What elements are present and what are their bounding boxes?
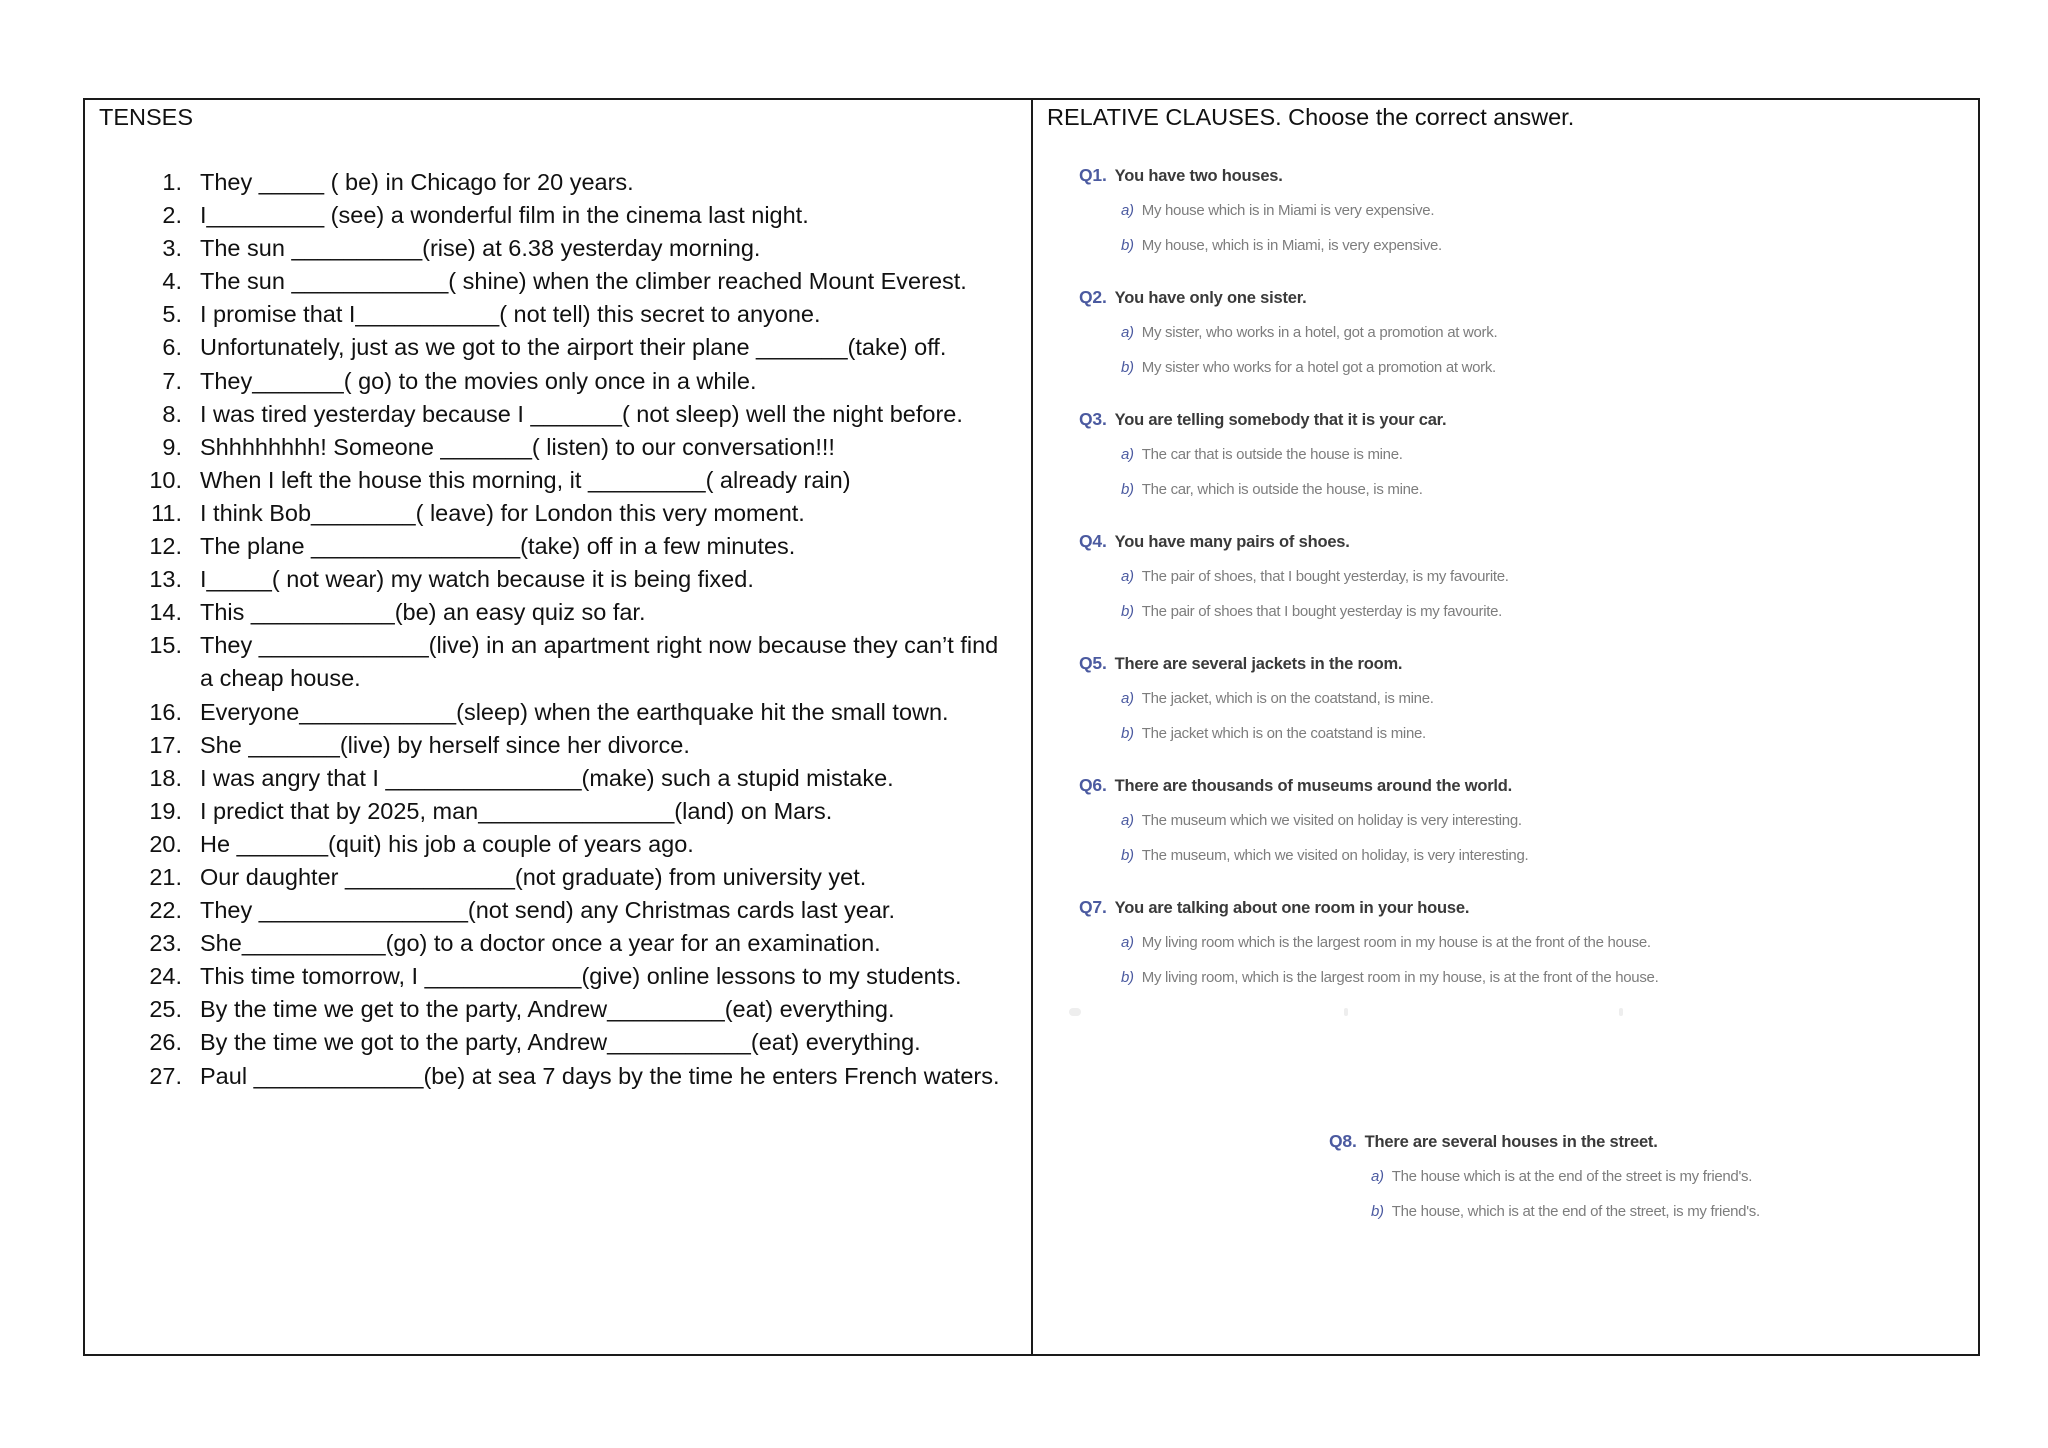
option-text: My house which is in Miami is very expensive. [1141,202,1435,219]
tense-item-text: When I left the house this morning, it _________( already rain) [200,466,851,493]
tense-item [140,729,1010,762]
tense-item [140,993,1010,1026]
tense-item-text: He _______(quit) his job a couple of years ago. [200,830,694,857]
option-text: The car that is outside the house is mine. [1141,446,1403,463]
tense-item-number: 24. [149,963,182,990]
tense-item-number: 22. [149,897,182,924]
tenses-heading: TENSES [99,104,194,130]
question-label: Q5. [1079,653,1107,673]
tense-item-number: 19. [149,797,182,824]
tense-item [140,696,1010,729]
option-letter: b) [1371,1203,1384,1220]
answer-option-a[interactable] [1079,566,1939,588]
option-letter: a) [1121,812,1134,829]
option-letter: b) [1121,603,1134,620]
answer-option-b[interactable] [1079,601,1939,623]
tense-item [140,960,1010,993]
tense-item [140,464,1010,497]
answer-option-a[interactable] [1079,810,1939,832]
answer-option-a[interactable] [1079,200,1939,222]
tense-item [140,331,1010,364]
question-text: You have only one sister. [1114,289,1307,307]
option-text: The house which is at the end of the street is my friend's. [1391,1168,1753,1185]
tense-item [140,563,1010,596]
tense-item-number: 27. [149,1062,182,1089]
tense-item-text: I predict that by 2025, man_______________(land) on Mars. [200,797,833,824]
tense-item [140,265,1010,298]
relative-question [1079,530,1939,623]
tense-item-text: Our daughter _____________(not graduate) from university yet. [200,863,867,890]
option-letter: a) [1121,934,1134,951]
question-label: Q2. [1079,287,1107,307]
tense-item [140,1060,1010,1093]
tense-item-number: 6. [162,334,182,361]
tense-item [140,828,1010,861]
tense-item-text: She _______(live) by herself since her divorce. [200,731,690,758]
tense-item-text: Unfortunately, just as we got to the airport their plane _______(take) off. [200,334,947,361]
tense-item [140,629,1010,695]
tense-item-text: They_______( go) to the movies only once in a while. [200,367,757,394]
question-title [1079,896,1939,919]
tense-item [140,1026,1010,1059]
tense-item-number: 4. [162,268,182,295]
tense-item-text: I think Bob________( leave) for London this very moment. [200,499,805,526]
answer-option-b[interactable] [1079,479,1939,501]
tense-item [140,530,1010,563]
question-label: Q4. [1079,531,1107,551]
tense-item-text: I was tired yesterday because I _______( not sleep) well the night before. [200,400,963,427]
option-text: My sister, who works in a hotel, got a promotion at work. [1141,324,1498,341]
option-letter: a) [1371,1168,1384,1185]
tense-item-number: 23. [149,930,182,957]
question-label: Q1. [1079,165,1107,185]
tense-item [140,398,1010,431]
tense-item [140,497,1010,530]
question-text: There are several houses in the street. [1364,1133,1658,1151]
tense-item [140,894,1010,927]
option-letter: a) [1121,446,1134,463]
answer-option-b[interactable] [1329,1201,2048,1223]
tense-item-text: This ___________(be) an easy quiz so far. [200,599,646,626]
tense-item-text: She___________(go) to a doctor once a year for an examination. [200,930,881,957]
option-text: My living room, which is the largest room in my house, is at the front of the house. [1141,969,1659,986]
relative-question [1079,896,1939,989]
tense-item-number: 8. [162,400,182,427]
tense-item-number: 20. [149,830,182,857]
option-text: The pair of shoes, that I bought yesterday, is my favourite. [1141,568,1509,585]
tense-item-number: 11. [151,499,182,526]
option-letter: b) [1121,847,1134,864]
tense-item [140,199,1010,232]
tense-item-number: 26. [149,1029,182,1056]
scan-artifact [1069,1008,1081,1016]
tenses-column [85,100,1033,1354]
answer-option-a[interactable] [1079,688,1939,710]
question-text: You have two houses. [1114,167,1283,185]
tense-item [140,431,1010,464]
answer-option-b[interactable] [1079,235,1939,257]
tense-item [140,365,1010,398]
option-text: My house, which is in Miami, is very expensive. [1141,237,1442,254]
tense-item-text: I was angry that I _______________(make) such a stupid mistake. [200,764,894,791]
tense-item-text: The sun __________(rise) at 6.38 yesterday morning. [200,235,761,262]
question-label: Q8. [1329,1131,1357,1151]
tense-item [140,927,1010,960]
tense-item-number: 3. [162,235,182,262]
answer-option-b[interactable] [1079,845,1939,867]
relative-question [1079,286,1939,379]
question-title [1329,1130,2048,1153]
option-text: My sister who works for a hotel got a promotion at work. [1141,359,1496,376]
tense-item-number: 7. [162,367,182,394]
option-text: The jacket, which is on the coatstand, is mine. [1141,690,1434,707]
tense-item-number: 17. [149,731,182,758]
question-label: Q3. [1079,409,1107,429]
tense-item-text: Everyone____________(sleep) when the earthquake hit the small town. [200,698,949,725]
option-text: The museum which we visited on holiday is very interesting. [1141,812,1522,829]
scan-artifact [1344,1008,1348,1016]
tense-item-text: They _____________(live) in an apartment right now because they can’t find a cheap house. [200,632,999,692]
relative-question [1329,1130,2048,1223]
tense-item [140,861,1010,894]
tense-item-number: 16. [149,698,182,725]
relative-question [1079,652,1939,745]
question-label: Q6. [1079,775,1107,795]
tense-item-number: 15. [149,632,182,659]
option-text: The pair of shoes that I bought yesterday is my favourite. [1141,603,1503,620]
question-title [1079,164,1939,187]
relative-question [1079,774,1939,867]
option-letter: b) [1121,725,1134,742]
option-letter: b) [1121,481,1134,498]
tense-item-number: 13. [149,566,182,593]
option-text: My living room which is the largest room in my house is at the front of the house. [1141,934,1651,951]
option-letter: a) [1121,202,1134,219]
option-text: The house, which is at the end of the street, is my friend's. [1391,1203,1760,1220]
worksheet-table [83,98,1980,1356]
option-text: The museum, which we visited on holiday, is very interesting. [1141,847,1529,864]
tense-item-text: I_________ (see) a wonderful film in the cinema last night. [200,202,809,229]
option-letter: a) [1121,324,1134,341]
tense-item-text: Shhhhhhhh! Someone _______( listen) to our conversation!!! [200,433,835,460]
question-title [1079,408,1939,431]
relative-question [1079,408,1939,501]
tense-item-text: Paul _____________(be) at sea 7 days by the time he enters French waters. [200,1062,1000,1089]
relative-clauses-column [1033,100,1978,1354]
option-text: The car, which is outside the house, is mine. [1141,481,1423,498]
option-letter: a) [1121,568,1134,585]
answer-option-a[interactable] [1079,932,1939,954]
question-title [1079,774,1939,797]
tense-item [140,166,1010,199]
tense-item-number: 9. [162,433,182,460]
tense-item [140,596,1010,629]
tense-item-number: 1. [162,169,182,195]
option-text: The jacket which is on the coatstand is mine. [1141,725,1426,742]
tense-item-number: 21. [149,863,182,890]
scan-artifact [1619,1008,1623,1016]
answer-option-b[interactable] [1079,723,1939,745]
tense-item-number: 14. [149,599,182,626]
question-text: There are thousands of museums around the world. [1114,777,1513,795]
tense-item-text: I promise that I___________( not tell) this secret to anyone. [200,301,821,328]
tense-item-number: 18. [149,764,182,791]
tenses-list [140,166,1010,1093]
tense-item-number: 2. [162,202,182,229]
tense-item-text: The plane ________________(take) off in a few minutes. [200,533,796,560]
question-title [1079,652,1939,675]
tense-item-text: I_____( not wear) my watch because it is being fixed. [200,566,754,593]
option-letter: b) [1121,237,1134,254]
answer-option-a[interactable] [1079,444,1939,466]
tense-item-text: This time tomorrow, I ____________(give) online lessons to my students. [200,963,962,990]
tense-item-text: By the time we got to the party, Andrew___________(eat) everything. [200,1029,921,1056]
answer-option-a[interactable] [1329,1166,2048,1188]
question-label: Q7. [1079,897,1107,917]
tense-item [140,795,1010,828]
tense-item-number: 25. [149,996,182,1023]
answer-option-b[interactable] [1079,967,1939,989]
question-text: You are telling somebody that it is your car. [1114,411,1447,429]
relative-clauses-heading: RELATIVE CLAUSES. Choose the correct answer. [1047,104,1575,130]
tense-item-number: 10. [149,466,182,493]
tense-item [140,298,1010,331]
answer-option-a[interactable] [1079,322,1939,344]
option-letter: a) [1121,690,1134,707]
question-text: There are several jackets in the room. [1114,655,1403,673]
option-letter: b) [1121,969,1134,986]
tense-item-number: 5. [162,301,182,328]
question-text: You are talking about one room in your house. [1114,899,1470,917]
tense-item [140,762,1010,795]
tense-item [140,232,1010,265]
option-letter: b) [1121,359,1134,376]
tense-item-number: 12. [149,533,182,560]
tense-item-text: The sun ____________( shine) when the climber reached Mount Everest. [200,268,967,295]
tense-item-text: They ________________(not send) any Christmas cards last year. [200,897,895,924]
tense-item-text: They _____ ( be) in Chicago for 20 years. [200,169,634,195]
answer-option-b[interactable] [1079,357,1939,379]
question-title [1079,530,1939,553]
tense-item-text: By the time we get to the party, Andrew_________(eat) everything. [200,996,895,1023]
question-text: You have many pairs of shoes. [1114,533,1350,551]
relative-question [1079,164,1939,257]
question-title [1079,286,1939,309]
